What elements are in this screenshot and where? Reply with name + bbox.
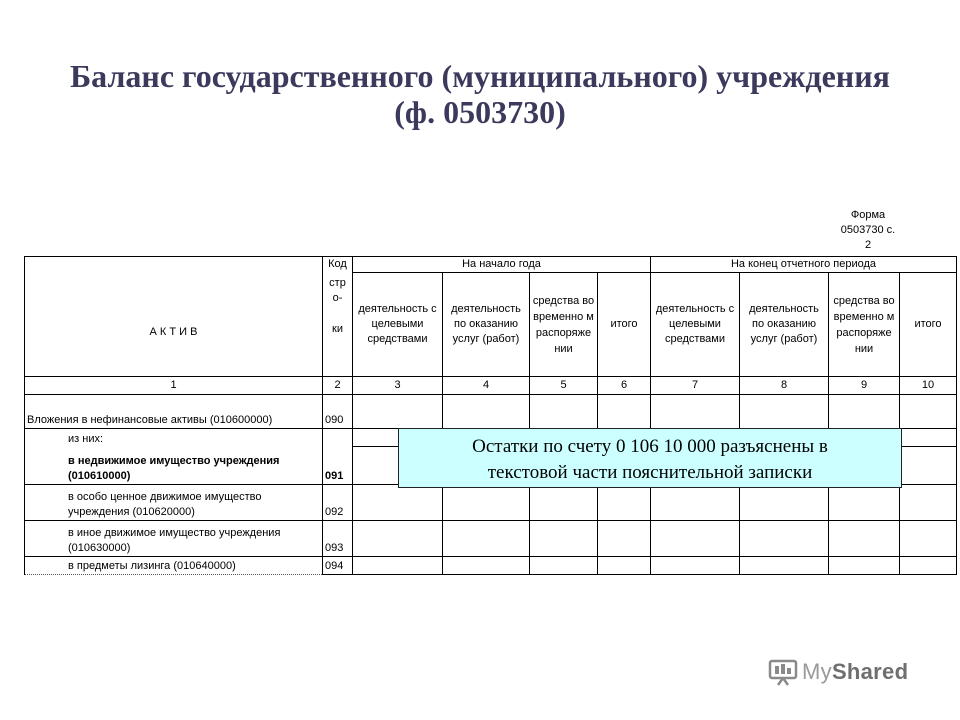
explanation-callout bbox=[398, 428, 902, 488]
row-code: 093 bbox=[323, 521, 353, 557]
row-label: в предметы лизинга (010640000) bbox=[25, 557, 323, 575]
watermark-text-shared: Shared bbox=[831, 659, 909, 684]
row-label: из них: bbox=[25, 429, 323, 447]
table-row bbox=[25, 485, 957, 521]
col-number: 10 bbox=[900, 377, 957, 395]
col-number: 5 bbox=[530, 377, 598, 395]
row-label: Вложения в нефинансовые активы (010600000) bbox=[25, 395, 323, 429]
code-header-line-4: ки bbox=[332, 323, 343, 335]
code-header-line-1: Код bbox=[328, 258, 347, 270]
row-label: в недвижимое имущество учреждения (010610000) bbox=[25, 447, 323, 485]
table-row bbox=[25, 521, 957, 557]
table-row bbox=[25, 395, 957, 429]
form-label-line-2: 0503730 с. bbox=[840, 224, 896, 236]
col-number: 4 bbox=[443, 377, 530, 395]
row-label: в особо ценное движимое имущество учреждения (010620000) bbox=[25, 485, 323, 521]
code-header-cell bbox=[323, 257, 353, 377]
col-number: 2 bbox=[323, 377, 353, 395]
callout-line-2: текстовой части пояснительной записки bbox=[487, 462, 813, 483]
row-code: 092 bbox=[323, 485, 353, 521]
subheader-cell: средства во временно м распоряже нии bbox=[829, 273, 900, 377]
form-label-line-3: 2 bbox=[864, 239, 872, 251]
col-number: 6 bbox=[598, 377, 651, 395]
row-code: 091 bbox=[323, 447, 353, 485]
row-code: 090 bbox=[323, 395, 353, 429]
subheader-cell: деятельность по оказанию услуг (работ) bbox=[740, 273, 829, 377]
subheader-cell: средства во временно м распоряже нии bbox=[530, 273, 598, 377]
myshared-watermark bbox=[768, 657, 908, 687]
subheader-cell: итого bbox=[598, 273, 651, 377]
subheader-cell: деятельность с целевыми средствами bbox=[353, 273, 443, 377]
code-header-line-2: стр bbox=[329, 277, 346, 289]
col-number: 9 bbox=[829, 377, 900, 395]
row-code: 094 bbox=[323, 557, 353, 575]
aktiv-header: А К Т И В bbox=[149, 326, 198, 338]
watermark-text bbox=[802, 659, 908, 685]
watermark-text-my: My bbox=[802, 659, 832, 684]
col-number: 7 bbox=[651, 377, 740, 395]
code-header-line-3: о- bbox=[332, 292, 343, 304]
balance-table bbox=[24, 256, 957, 575]
subheader-cell: итого bbox=[900, 273, 957, 377]
start-year-header: На начало года bbox=[353, 257, 651, 273]
end-period-header: На конец отчетного периода bbox=[651, 257, 957, 273]
row-code bbox=[323, 429, 353, 447]
col-number: 1 bbox=[25, 377, 323, 395]
form-label bbox=[826, 208, 910, 253]
table-row bbox=[25, 557, 957, 575]
title-line-2: (ф. 0503730) bbox=[394, 94, 566, 130]
slide-title bbox=[0, 58, 960, 130]
subheader-cell: деятельность с целевыми средствами bbox=[651, 273, 740, 377]
title-line-1: Баланс государственного (муниципального) учреждения bbox=[70, 58, 890, 94]
row-label: в иное движимое имущество учреждения (010630000) bbox=[25, 521, 323, 557]
aktiv-header-cell bbox=[25, 257, 323, 377]
col-number: 3 bbox=[353, 377, 443, 395]
subheader-cell: деятельность по оказанию услуг (работ) bbox=[443, 273, 530, 377]
callout-line-1: Остатки по счету 0 106 10 000 разъяснены в bbox=[472, 436, 828, 457]
presentation-board-icon bbox=[768, 658, 798, 686]
column-number-row bbox=[25, 377, 957, 395]
col-number: 8 bbox=[740, 377, 829, 395]
form-label-line-1: Форма bbox=[850, 209, 886, 221]
